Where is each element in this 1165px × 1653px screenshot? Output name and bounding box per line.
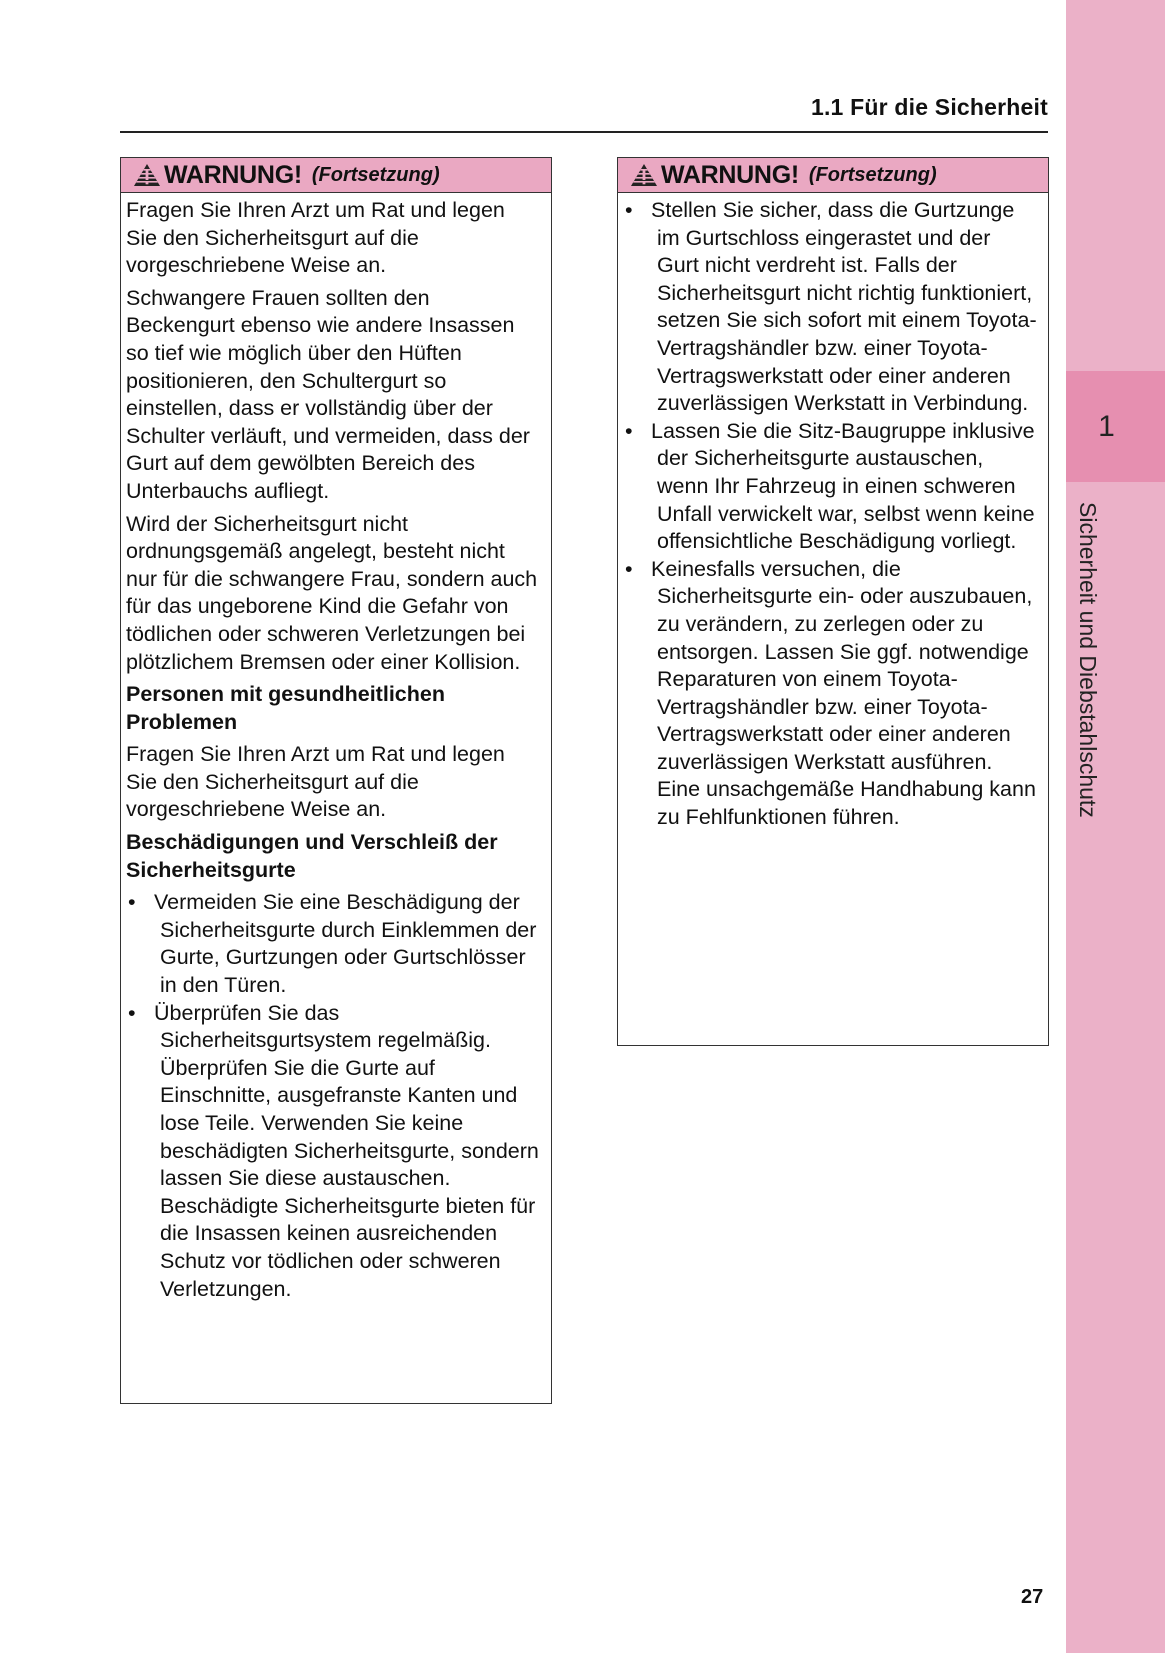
chapter-number-tab[interactable] — [1066, 371, 1165, 482]
warning-subtitle: (Fortsetzung) — [311, 163, 440, 186]
subheading: Personen mit gesundheitlichen Problemen — [126, 682, 445, 734]
subheading: Beschädigungen und Verschleiß der Sicherheitsgurte — [126, 830, 498, 882]
section-title: 1.1 Für die Sicherheit — [810, 94, 1048, 120]
list-item — [623, 197, 1038, 418]
warning-header — [121, 158, 551, 193]
bullet-icon: • — [625, 418, 633, 443]
warning-body — [618, 193, 1048, 832]
paragraph: Wird der Sicherheitsgurt nicht ordnungsgemäß angelegt, besteht nicht nur für die schwangere Frau, sondern auch für das ungeborene Kind die Gefahr von tödlichen oder schweren Verletzungen bei plötzlichem Bremsen oder einer Kollision. — [126, 511, 538, 674]
warning-title: WARNUNG! — [661, 160, 799, 189]
page-number: 27 — [1021, 1586, 1044, 1608]
warning-subtitle: (Fortsetzung) — [808, 163, 937, 186]
list-item — [126, 889, 541, 999]
chapter-title: Sicherheit und Diebstahlschutz — [1075, 502, 1101, 818]
warning-header — [618, 158, 1048, 193]
list-item-text: Überprüfen Sie das Sicherheitsgurtsystem regelmäßig. Überprüfen Sie die Gurte auf Einschnitte, ausgefranste Kanten und lose Teile. Verwenden Sie keine beschädigten Sicherheitsgurte, sondern lassen Sie diese austauschen. Beschädigte Sicherheitsgurte bieten für die Insassen keinen ausreichenden Schutz vor tödlichen oder schweren Verletzungen. — [154, 1000, 539, 1301]
header-divider — [120, 131, 1048, 133]
bullet-icon: • — [128, 890, 136, 915]
list-item-text: Keinesfalls versuchen, die Sicherheitsgurte ein- oder auszubauen, zu verändern, zu zerlegen oder zu entsorgen. Lassen Sie ggf. notwendige Reparaturen von einem Toyota-Vertragshändler bzw. einer Toyota-Vertragswerkstatt oder einer anderen zuverlässigen Werkstatt ausführen. Eine unsachgemäße Handhabung kann zu Fehlfunktionen führen. — [651, 556, 1036, 830]
warning-triangle-icon — [133, 163, 161, 187]
list-item-text: Lassen Sie die Sitz-Baugruppe inklusive der Sicherheitsgurte austauschen, wenn Ihr Fahrzeug in einen schweren Unfall verwickelt war, selbst wenn keine offensichtliche Beschädigung vorliegt. — [651, 418, 1035, 554]
list-item — [126, 1000, 541, 1304]
warning-box-left — [120, 157, 552, 1404]
list-item-text: Stellen Sie sicher, dass die Gurtzunge im Gurtschloss eingerastet und der Gurt nicht verdreht ist. Falls der Sicherheitsgurt nicht richtig funktioniert, setzen Sie sich sofort mit einem Toyota-Vertragshändler bzw. einer Toyota-Vertragswerkstatt oder einer anderen zuverlässigen Werkstatt in Verbindung. — [651, 198, 1037, 416]
paragraph: Fragen Sie Ihren Arzt um Rat und legen Sie den Sicherheitsgurt auf die vorgeschriebene Weise an. — [126, 742, 505, 822]
warning-triangle-icon — [630, 163, 658, 187]
chapter-number: 1 — [1098, 409, 1115, 443]
list-item-text: Vermeiden Sie eine Beschädigung der Sicherheitsgurte durch Einklemmen der Gurte, Gurtzungen oder Gurtschlösser in den Türen. — [154, 890, 537, 998]
bullet-icon: • — [625, 556, 633, 581]
warning-box-right — [617, 157, 1049, 1046]
warning-body — [121, 193, 551, 1303]
bullet-icon: • — [128, 1000, 136, 1025]
chapter-side-tab — [1066, 0, 1165, 1653]
list-item — [623, 418, 1038, 556]
paragraph: Fragen Sie Ihren Arzt um Rat und legen Sie den Sicherheitsgurt auf die vorgeschriebene Weise an. — [126, 198, 505, 278]
warning-title: WARNUNG! — [164, 160, 302, 189]
list-item — [623, 556, 1038, 832]
paragraph: Schwangere Frauen sollten den Beckengurt ebenso wie andere Insassen so tief wie möglich über den Hüften positionieren, den Schultergurt so einstellen, dass er vollständig über der Schulter verläuft, und vermeiden, dass der Gurt auf dem gewölbten Bereich des Unterbauchs aufliegt. — [126, 285, 530, 503]
bullet-icon: • — [625, 198, 633, 222]
